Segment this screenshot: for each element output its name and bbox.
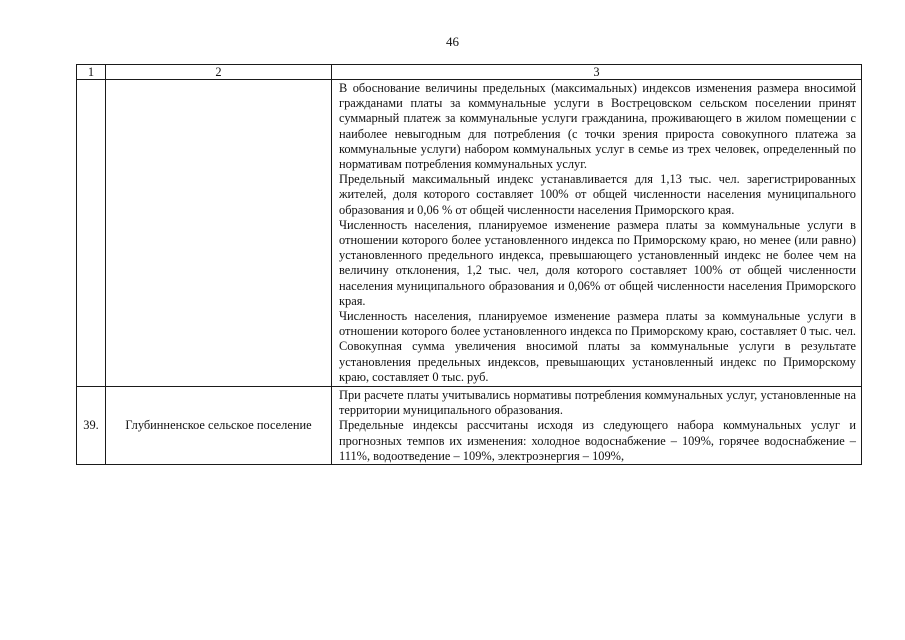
table-row — [77, 80, 862, 387]
settlement-name: Глубинненское сельское поселение — [106, 387, 332, 465]
justification-cell — [332, 387, 862, 465]
settlement-name — [106, 80, 332, 387]
paragraph: При расчете платы учитывались нормативы потребления коммунальных услуг, установленные на территории муниципального образования. — [339, 388, 856, 418]
table-header-row — [77, 65, 862, 80]
paragraph: Численность населения, планируемое изменение размера платы за коммунальные услуги в отношении которого более установленного индекса по Приморскому краю, но менее (или равно) установленного предельного индекса, превышающего установленный индекс не более чем на величину отклонения, 1,2 тыс. чел, доля которого составляет 100% от общей численности населения муниципального образования и 0,06% от общей численности населения Приморского края. — [339, 217, 856, 308]
paragraph: Предельные индексы рассчитаны исходя из следующего набора коммунальных услуг и прогнозных темпов их изменения: холодное водоснабжение – 109%, горячее водоснабжение – 111%, водоотведение – 109%, электроэнергия – 109%, — [339, 418, 856, 463]
column-header: 2 — [106, 65, 332, 80]
row-number: 39. — [77, 387, 106, 465]
column-header: 1 — [77, 65, 106, 80]
paragraph: В обоснование величины предельных (максимальных) индексов изменения размера вносимой гражданами платы за коммунальные услуги в Вострецовском сельском поселении принят суммарный платеж за коммунальные услуги гражданина, проживающего в жилом помещении с наиболее невыгодным для потребления (с точки зрения прироста совокупного платежа за коммунальные услуги) набором коммунальных услуг в семье из трех человек, определенный по нормативам потребления коммунальных услуг. — [339, 81, 856, 172]
page-number: 46 — [446, 34, 459, 49]
index-table — [76, 64, 862, 465]
column-header: 3 — [332, 65, 862, 80]
justification-cell — [332, 80, 862, 387]
row-number — [77, 80, 106, 387]
table-row — [77, 387, 862, 465]
paragraph: Предельный максимальный индекс устанавливается для 1,13 тыс. чел. зарегистрированных жителей, доля которого составляет 100% от общей численности населения муниципального образования и 0,06 % от общей численности населения Приморского края. — [339, 172, 856, 217]
paragraph: Численность населения, планируемое изменение размера платы за коммунальные услуги в отношении которого более установленного индекса по Приморскому краю, составляет 0 тыс. чел. Совокупная сумма увеличения вносимой платы за коммунальные услуги в результате установления предельных индексов, превышающих установленный индекс по Приморскому краю, составляет 0 тыс. руб. — [339, 309, 856, 384]
